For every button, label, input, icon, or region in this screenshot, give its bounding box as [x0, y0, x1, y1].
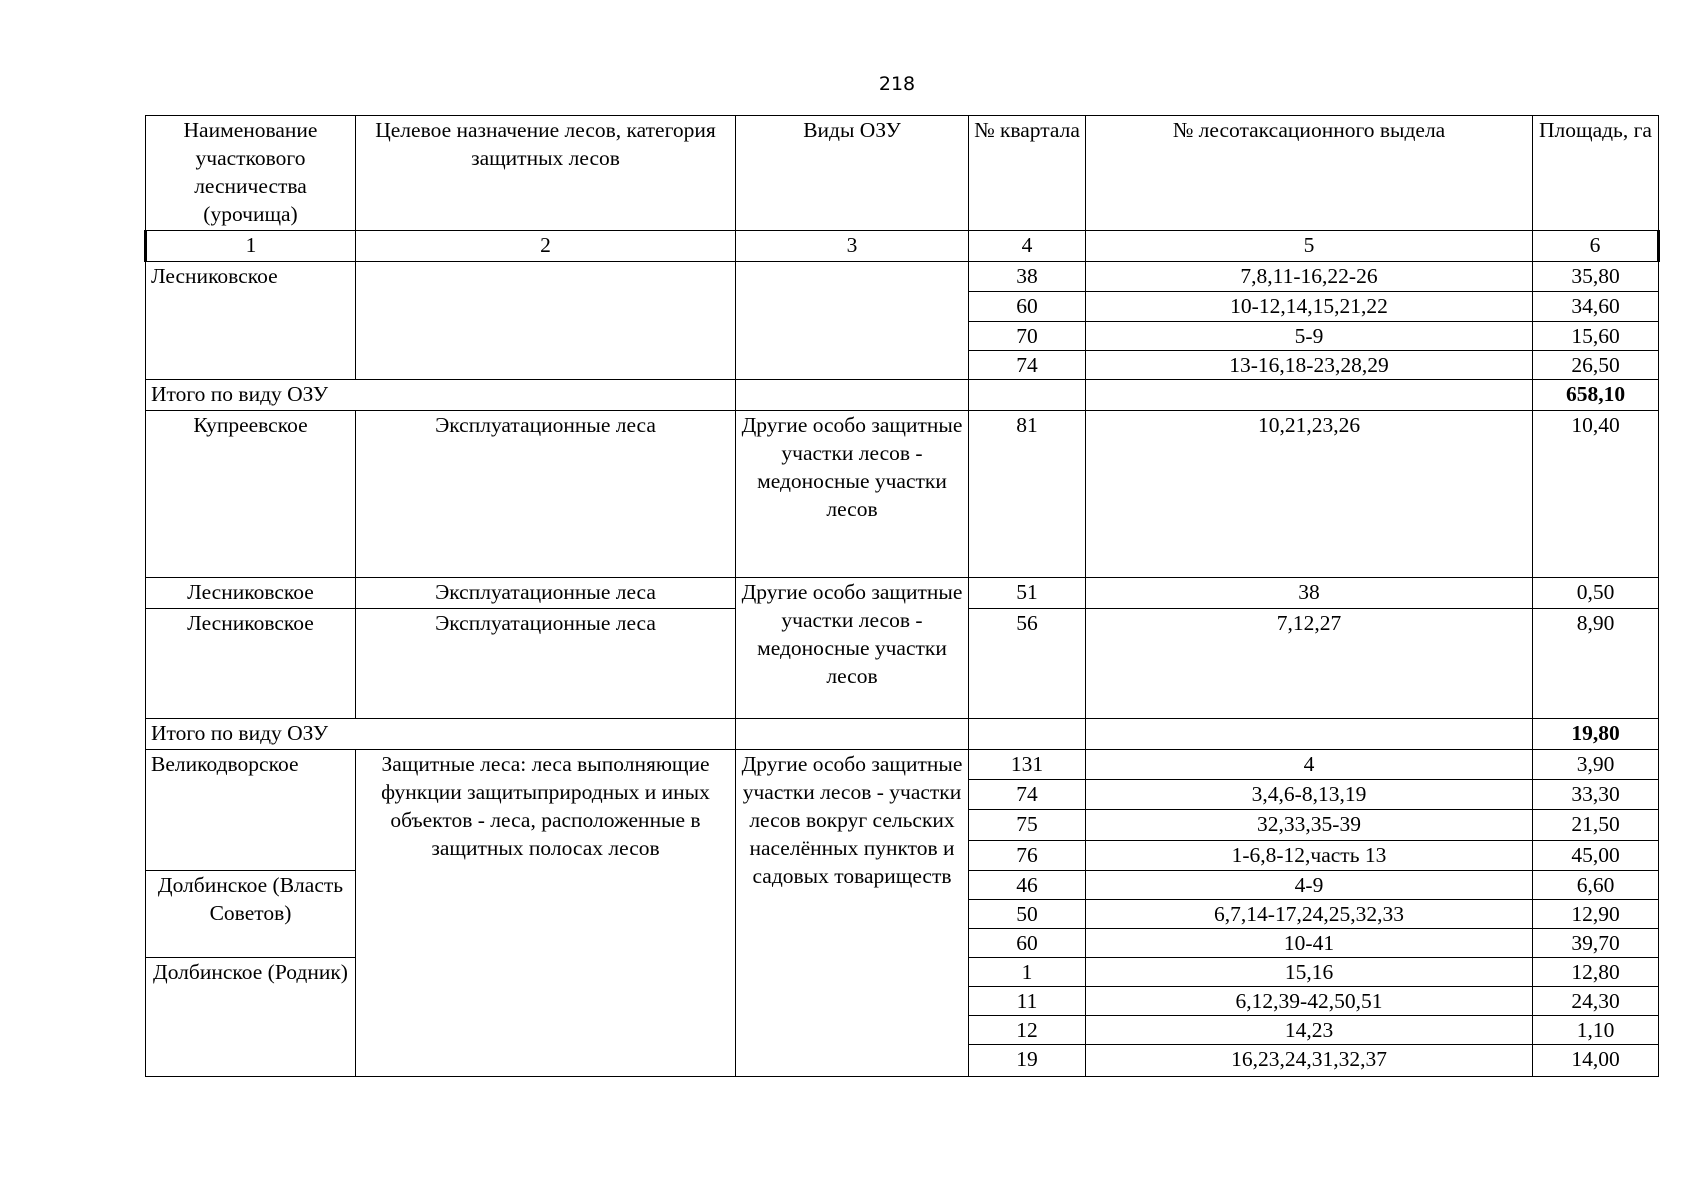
kvartal-cell: 1 [969, 958, 1086, 987]
purpose-cell: Эксплуатационные леса [356, 609, 736, 719]
kvartal-cell: 51 [969, 578, 1086, 609]
header-area: Площадь, га [1533, 116, 1659, 231]
area-cell: 21,50 [1533, 810, 1659, 841]
kvartal-cell: 74 [969, 351, 1086, 380]
table-row [146, 411, 1659, 578]
empty-cell [969, 380, 1086, 411]
kvartal-cell: 38 [969, 262, 1086, 292]
empty-cell [1086, 719, 1533, 750]
column-number-row [146, 231, 1659, 262]
total-value: 19,80 [1533, 719, 1659, 750]
vydel-cell: 15,16 [1086, 958, 1533, 987]
vydel-cell: 16,23,24,31,32,37 [1086, 1045, 1533, 1077]
header-ozu-type: Виды ОЗУ [736, 116, 969, 231]
kvartal-cell: 12 [969, 1016, 1086, 1045]
kvartal-cell: 50 [969, 900, 1086, 929]
vydel-cell: 3,4,6-8,13,19 [1086, 780, 1533, 810]
area-cell: 10,40 [1533, 411, 1659, 578]
kvartal-cell: 74 [969, 780, 1086, 810]
area-cell: 3,90 [1533, 750, 1659, 780]
purpose-cell: Защитные леса: леса выполняющие функции защитыприродных и иных объектов - леса, расположенные в защитных полосах лесов [356, 750, 736, 1077]
vydel-cell: 32,33,35-39 [1086, 810, 1533, 841]
total-label: Итого по виду ОЗУ [146, 380, 736, 411]
column-number: 2 [356, 231, 736, 262]
header-vydel: № лесотаксационного выдела [1086, 116, 1533, 231]
area-cell: 24,30 [1533, 987, 1659, 1016]
kvartal-cell: 70 [969, 322, 1086, 351]
kvartal-cell: 19 [969, 1045, 1086, 1077]
table-header-row [146, 116, 1659, 231]
vydel-cell: 6,7,14-17,24,25,32,33 [1086, 900, 1533, 929]
vydel-cell: 7,8,11-16,22-26 [1086, 262, 1533, 292]
area-cell: 45,00 [1533, 841, 1659, 871]
area-cell: 39,70 [1533, 929, 1659, 958]
kvartal-cell: 56 [969, 609, 1086, 719]
area-cell: 34,60 [1533, 292, 1659, 322]
area-cell: 0,50 [1533, 578, 1659, 609]
vydel-cell: 5-9 [1086, 322, 1533, 351]
district-cell: Великодворское [146, 750, 356, 871]
table-row [146, 578, 1659, 609]
area-cell: 12,80 [1533, 958, 1659, 987]
total-label: Итого по виду ОЗУ [146, 719, 736, 750]
vydel-cell: 1-6,8-12,часть 13 [1086, 841, 1533, 871]
column-number: 4 [969, 231, 1086, 262]
district-cell: Купреевское [146, 411, 356, 578]
column-number: 3 [736, 231, 969, 262]
empty-cell [736, 380, 969, 411]
empty-cell [736, 719, 969, 750]
district-cell: Лесниковское [146, 609, 356, 719]
purpose-cell [356, 262, 736, 380]
area-cell: 1,10 [1533, 1016, 1659, 1045]
vydel-cell: 38 [1086, 578, 1533, 609]
empty-cell [969, 719, 1086, 750]
column-number: 1 [146, 231, 356, 262]
vydel-cell: 4 [1086, 750, 1533, 780]
vydel-cell: 6,12,39-42,50,51 [1086, 987, 1533, 1016]
vydel-cell: 10-12,14,15,21,22 [1086, 292, 1533, 322]
area-cell: 14,00 [1533, 1045, 1659, 1077]
ozu-cell: Другие особо защитные участки лесов - медоносные участки лесов [736, 411, 969, 578]
vydel-cell: 10-41 [1086, 929, 1533, 958]
kvartal-cell: 75 [969, 810, 1086, 841]
kvartal-cell: 81 [969, 411, 1086, 578]
district-cell: Лесниковское [146, 578, 356, 609]
district-cell: Лесниковское [146, 262, 356, 380]
total-row [146, 719, 1659, 750]
empty-cell [1086, 380, 1533, 411]
kvartal-cell: 131 [969, 750, 1086, 780]
column-number: 6 [1533, 231, 1659, 262]
ozu-cell [736, 262, 969, 380]
kvartal-cell: 46 [969, 871, 1086, 900]
area-cell: 15,60 [1533, 322, 1659, 351]
district-cell: Долбинское (Родник) [146, 958, 356, 1077]
header-purpose: Целевое назначение лесов, категория защитных лесов [356, 116, 736, 231]
vydel-cell: 10,21,23,26 [1086, 411, 1533, 578]
table-row [146, 262, 1659, 292]
kvartal-cell: 60 [969, 929, 1086, 958]
ozu-cell: Другие особо защитные участки лесов - медоносные участки лесов [736, 578, 969, 719]
total-row [146, 380, 1659, 411]
area-cell: 8,90 [1533, 609, 1659, 719]
column-number: 5 [1086, 231, 1533, 262]
district-cell: Долбинское (Власть Советов) [146, 871, 356, 958]
vydel-cell: 13-16,18-23,28,29 [1086, 351, 1533, 380]
area-cell: 33,30 [1533, 780, 1659, 810]
page-number: 218 [878, 73, 916, 95]
purpose-cell: Эксплуатационные леса [356, 578, 736, 609]
header-kvartal: № квартала [969, 116, 1086, 231]
area-cell: 26,50 [1533, 351, 1659, 380]
vydel-cell: 7,12,27 [1086, 609, 1533, 719]
purpose-cell: Эксплуатационные леса [356, 411, 736, 578]
vydel-cell: 4-9 [1086, 871, 1533, 900]
vydel-cell: 14,23 [1086, 1016, 1533, 1045]
area-cell: 6,60 [1533, 871, 1659, 900]
area-cell: 12,90 [1533, 900, 1659, 929]
ozu-table [144, 115, 1660, 1077]
total-value: 658,10 [1533, 380, 1659, 411]
ozu-cell: Другие особо защитные участки лесов - участки лесов вокруг сельских населённых пунктов и садовых товариществ [736, 750, 969, 1077]
table-row [146, 750, 1659, 780]
kvartal-cell: 11 [969, 987, 1086, 1016]
area-cell: 35,80 [1533, 262, 1659, 292]
kvartal-cell: 60 [969, 292, 1086, 322]
header-district: Наименование участкового лесничества (урочища) [146, 116, 356, 231]
kvartal-cell: 76 [969, 841, 1086, 871]
